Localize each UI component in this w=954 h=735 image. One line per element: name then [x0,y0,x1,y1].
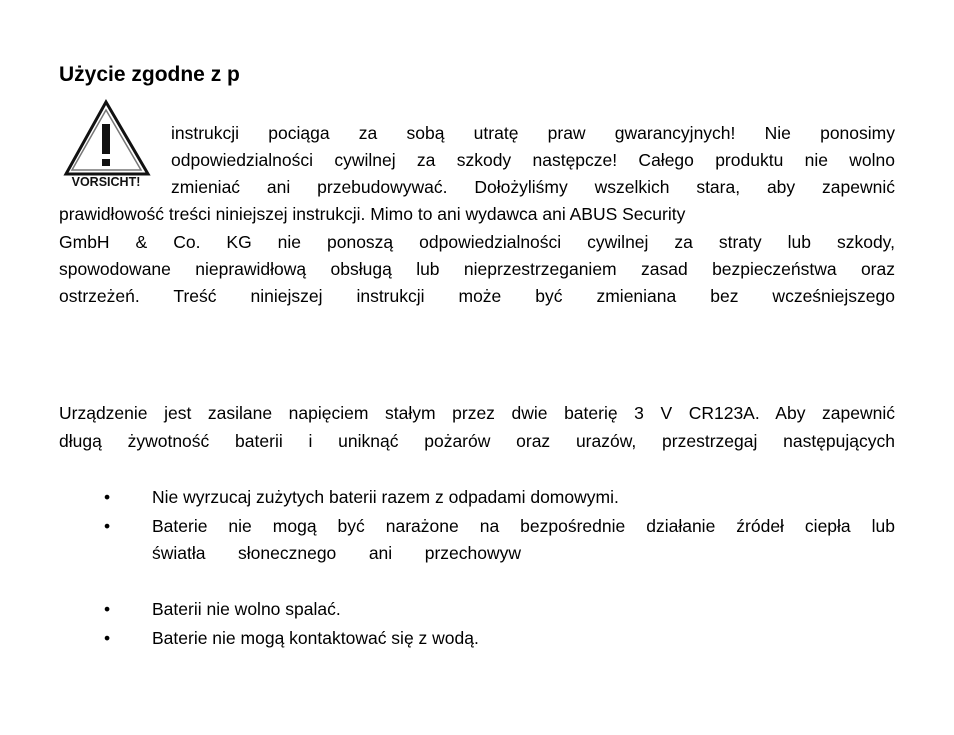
warning-paragraph-line: ostrzeżeń. Treść niniejszej instrukcji może być zmieniana bez wcześniejszego [59,286,895,306]
bullet-item-text: Baterie nie mogą kontaktować się z wodą. [152,628,479,648]
warning-icon-label: VORSICHT! [71,175,141,189]
bullet-marker: • [104,599,111,619]
warning-paragraph-line: odpowiedzialności cywilnej za szkody następcze! Całego produktu nie wolno [171,150,895,170]
section-heading: Użycie zgodne z p [59,63,240,86]
warning-paragraph-line: GmbH & Co. KG nie ponoszą odpowiedzialności cywilnej za straty lub szkody, [59,232,895,252]
bullet-item-text: światła słonecznego ani przechowyw [152,543,521,563]
warning-paragraph-line: zmieniać ani przebudowywać. Dołożyliśmy wszelkich stara, aby zapewnić [171,177,895,197]
warning-icon [62,98,152,190]
warning-paragraph-line: spowodowane nieprawidłową obsługą lub nieprzestrzeganiem zasad bezpieczeństwa oraz [59,259,895,279]
bullet-item-text: Baterii nie wolno spalać. [152,599,341,619]
bullet-marker: • [104,628,111,648]
bullet-marker: • [104,487,111,507]
bullet-item-text: Baterie nie mogą być narażone na bezpośrednie działanie źródeł ciepła lub [152,516,895,536]
bullet-marker: • [104,516,111,536]
warning-paragraph-line: prawidłowość treści niniejszej instrukcji. Mimo to ani wydawca ani ABUS Security [59,204,686,224]
battery-paragraph-line: długą żywotność baterii i uniknąć pożarów oraz urazów, przestrzegaj następujących [59,431,895,451]
battery-paragraph-line: Urządzenie jest zasilane napięciem stałym przez dwie baterię 3 V CR123A. Aby zapewnić [59,403,895,423]
warning-paragraph-line: instrukcji pociąga za sobą utratę praw gwarancyjnych! Nie ponosimy [171,123,895,143]
bullet-item-text: Nie wyrzucaj zużytych baterii razem z odpadami domowymi. [152,487,619,507]
